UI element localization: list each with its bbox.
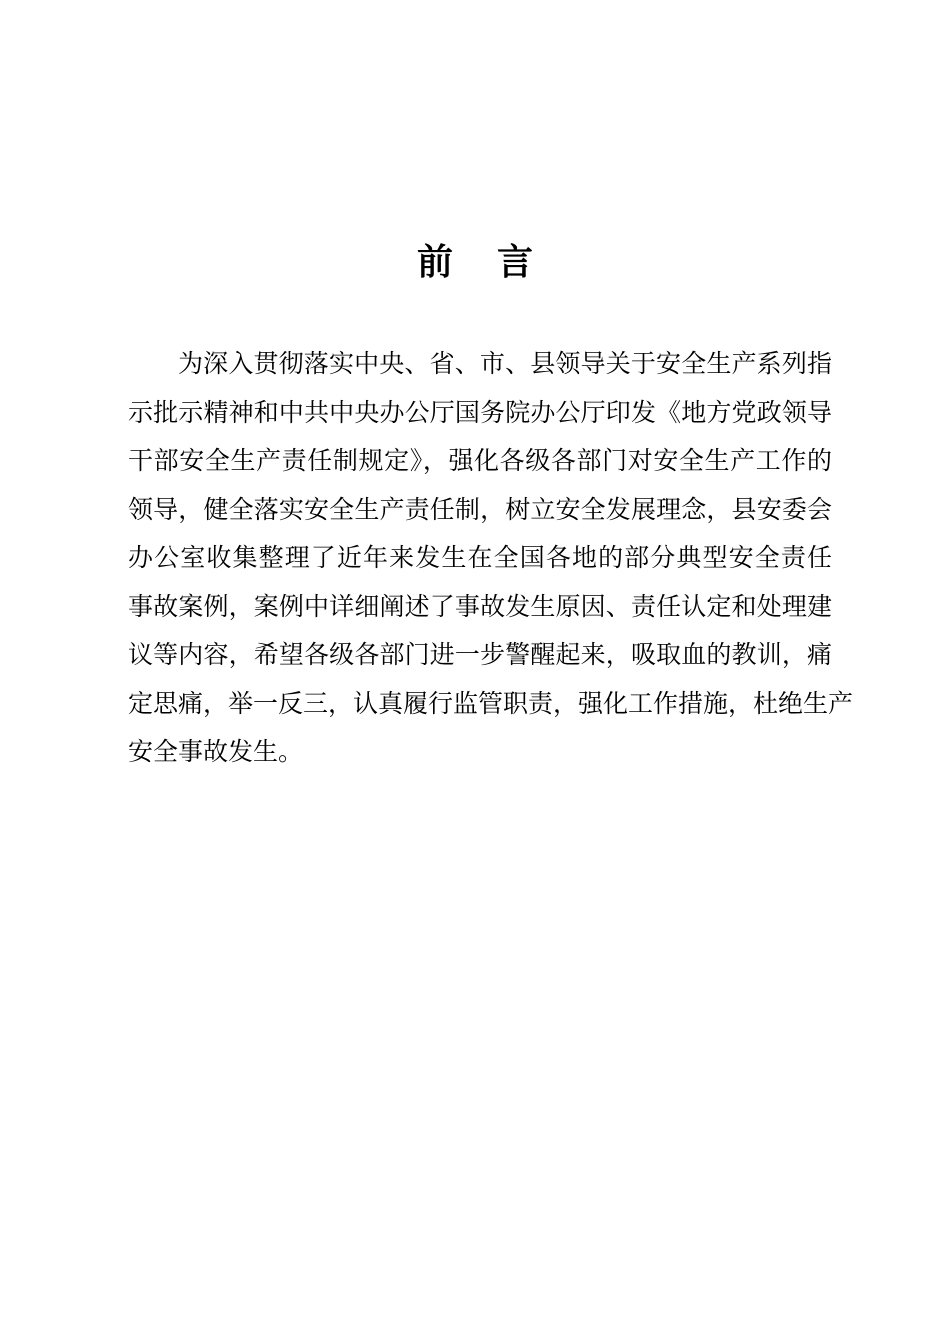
page-title: [0, 234, 950, 290]
paragraph-line: 干部安全生产责任制规定》，强化各级各部门对安全生产工作的: [128, 446, 832, 475]
paragraph-line: 安全事故发生。: [128, 737, 304, 766]
paragraph-line: 示批示精神和中共中央办公厅国务院办公厅印发《地方党政领导: [128, 397, 832, 427]
paragraph-line: 领导，健全落实安全生产责任制，树立安全发展理念，县安委会: [128, 494, 832, 524]
preface-paragraph: [128, 340, 854, 777]
paragraph-line: 事故案例，案例中详细阐述了事故发生原因、责任认定和处理建: [128, 591, 832, 621]
title-char-1: 前: [416, 241, 453, 283]
title-char-2: 言: [497, 241, 534, 283]
paragraph-line: 议等内容，希望各级各部门进一步警醒起来，吸取血的教训，痛: [128, 640, 832, 669]
paragraph-line: 为深入贯彻落实中央、省、市、县领导关于安全生产系列指: [178, 349, 832, 378]
paragraph-line: 办公室收集整理了近年来发生在全国各地的部分典型安全责任: [128, 543, 832, 572]
paragraph-line: 定思痛，举一反三，认真履行监管职责，强化工作措施，杜绝生产: [128, 688, 854, 718]
